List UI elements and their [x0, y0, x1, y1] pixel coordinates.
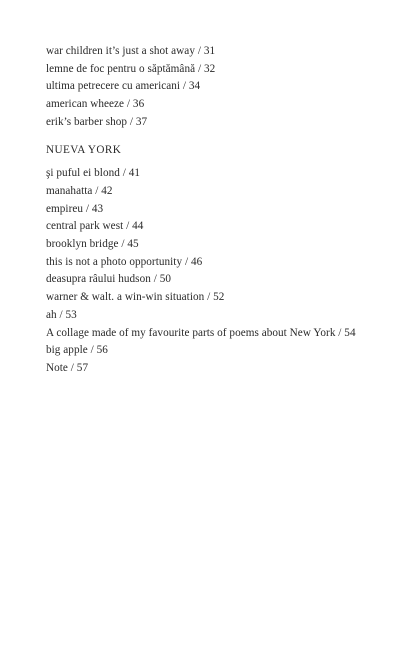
- toc-entry: A collage made of my favourite parts of poems about New York / 54: [46, 326, 356, 339]
- toc-entry: ah / 53: [46, 308, 77, 321]
- toc-entry: american wheeze / 36: [46, 98, 145, 111]
- toc-entry: şi puful ei blond / 41: [46, 167, 141, 180]
- toc-entry: this is not a photo opportunity / 46: [46, 255, 203, 268]
- toc-entry: empireu / 43: [46, 202, 104, 215]
- toc-entry: central park west / 44: [46, 220, 144, 233]
- toc-entry: brooklyn bridge / 45: [46, 238, 139, 251]
- section-heading: NUEVA YORK: [46, 143, 122, 156]
- toc-entry: deasupra râului hudson / 50: [46, 273, 172, 286]
- toc-entry: warner & walt. a win-win situation / 52: [46, 291, 225, 304]
- toc-entry: big apple / 56: [46, 344, 108, 357]
- toc-entry: Note / 57: [46, 361, 89, 374]
- toc-entry: ultima petrecere cu americani / 34: [46, 80, 201, 93]
- table-of-contents: [46, 43, 396, 378]
- toc-entry: manahatta / 42: [46, 184, 113, 197]
- toc-entry: erik’s barber shop / 37: [46, 115, 148, 128]
- toc-entry: lemne de foc pentru o săptămână / 32: [46, 62, 216, 75]
- toc-entry: war children it’s just a shot away / 31: [46, 45, 216, 57]
